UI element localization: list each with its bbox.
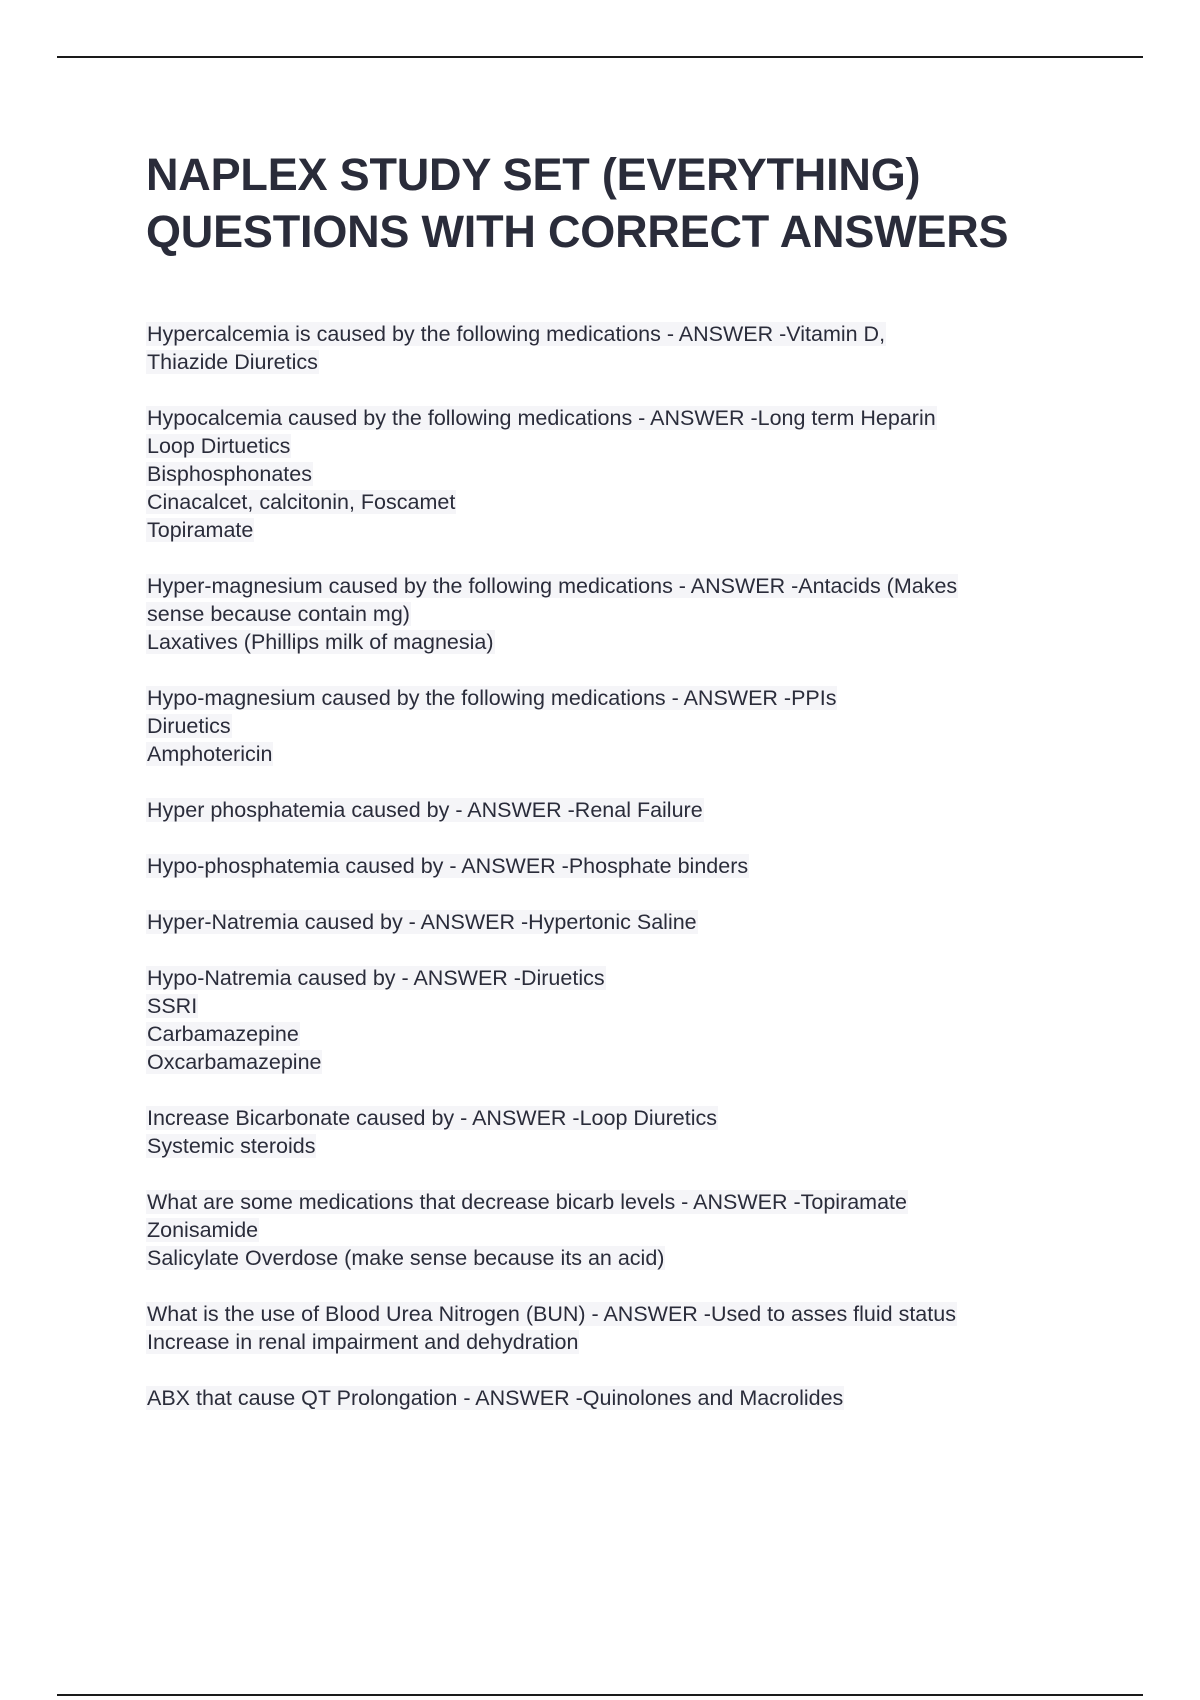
qa-item — [146, 572, 1086, 656]
qa-line — [146, 488, 1086, 516]
qa-line-text: Salicylate Overdose (make sense because its an acid) — [147, 1246, 665, 1270]
qa-line — [146, 600, 1086, 628]
qa-line — [146, 1104, 1086, 1132]
qa-line — [146, 460, 1086, 488]
qa-item — [146, 1104, 1086, 1160]
qa-line-text: sense because contain mg) — [147, 602, 410, 626]
qa-line — [146, 1244, 1086, 1272]
qa-item — [146, 852, 1086, 880]
qa-line-text: Hyper-magnesium caused by the following medications - ANSWER -Antacids (Makes — [147, 574, 958, 598]
qa-line-text: Hypo-phosphatemia caused by - ANSWER -Phosphate binders — [147, 854, 749, 878]
qa-line-text: Hypocalcemia caused by the following medications - ANSWER -Long term Heparin — [147, 406, 936, 430]
qa-item — [146, 1384, 1086, 1412]
qa-line-text: Hypercalcemia is caused by the following medications - ANSWER -Vitamin D, — [147, 322, 886, 346]
qa-line — [146, 1188, 1086, 1216]
qa-line-text: Oxcarbamazepine — [147, 1050, 322, 1074]
qa-line — [146, 712, 1086, 740]
qa-item — [146, 964, 1086, 1076]
qa-line — [146, 1132, 1086, 1160]
qa-line — [146, 964, 1086, 992]
qa-line-text: SSRI — [147, 994, 198, 1018]
qa-line-text: Hypo-Natremia caused by - ANSWER -Diruetics — [147, 966, 605, 990]
qa-line-text: Topiramate — [147, 518, 254, 542]
qa-list — [146, 320, 1086, 1412]
qa-line-text: Loop Dirtuetics — [147, 434, 291, 458]
qa-item — [146, 404, 1086, 544]
qa-line-text: Carbamazepine — [147, 1022, 299, 1046]
qa-line — [146, 908, 1086, 936]
qa-line-text: ABX that cause QT Prolongation - ANSWER -Quinolones and Macrolides — [147, 1386, 844, 1410]
qa-line — [146, 1048, 1086, 1076]
footer-rule — [57, 1694, 1143, 1696]
document-title — [146, 146, 1086, 260]
qa-line-text: What is the use of Blood Urea Nitrogen (BUN) - ANSWER -Used to asses fluid status — [147, 1302, 956, 1326]
qa-line — [146, 404, 1086, 432]
qa-line-text: Cinacalcet, calcitonin, Foscamet — [147, 490, 456, 514]
qa-line — [146, 796, 1086, 824]
qa-line — [146, 1300, 1086, 1328]
document-title-line-1: NAPLEX STUDY SET (EVERYTHING) — [146, 149, 921, 200]
qa-line-text: Hyper phosphatemia caused by - ANSWER -Renal Failure — [147, 798, 703, 822]
qa-line-text: Thiazide Diuretics — [147, 350, 318, 374]
qa-line-text: Diruetics — [147, 714, 231, 738]
qa-line — [146, 628, 1086, 656]
qa-line — [146, 992, 1086, 1020]
qa-line-text: Amphotericin — [147, 742, 273, 766]
qa-line-text: Hyper-Natremia caused by - ANSWER -Hypertonic Saline — [147, 910, 697, 934]
qa-item — [146, 320, 1086, 376]
qa-line — [146, 432, 1086, 460]
qa-item — [146, 684, 1086, 768]
qa-line — [146, 320, 1086, 348]
qa-line-text: Zonisamide — [147, 1218, 259, 1242]
document-title-line-2: QUESTIONS WITH CORRECT ANSWERS — [146, 206, 1009, 257]
qa-item — [146, 796, 1086, 824]
qa-line — [146, 516, 1086, 544]
qa-line-text: Increase in renal impairment and dehydration — [147, 1330, 579, 1354]
qa-line — [146, 684, 1086, 712]
header-rule — [57, 56, 1143, 58]
qa-line-text: Systemic steroids — [147, 1134, 316, 1158]
qa-line-text: What are some medications that decrease bicarb levels - ANSWER -Topiramate — [147, 1190, 907, 1214]
qa-line — [146, 348, 1086, 376]
qa-line — [146, 1328, 1086, 1356]
qa-line — [146, 1384, 1086, 1412]
qa-item — [146, 1188, 1086, 1272]
qa-line-text: Bisphosphonates — [147, 462, 312, 486]
qa-line-text: Laxatives (Phillips milk of magnesia) — [147, 630, 494, 654]
qa-item — [146, 1300, 1086, 1356]
document-body — [146, 146, 1086, 1440]
qa-line-text: Hypo-magnesium caused by the following medications - ANSWER -PPIs — [147, 686, 837, 710]
qa-line — [146, 740, 1086, 768]
qa-item — [146, 908, 1086, 936]
qa-line-text: Increase Bicarbonate caused by - ANSWER -Loop Diuretics — [147, 1106, 718, 1130]
qa-line — [146, 1216, 1086, 1244]
qa-line — [146, 572, 1086, 600]
qa-line — [146, 852, 1086, 880]
qa-line — [146, 1020, 1086, 1048]
